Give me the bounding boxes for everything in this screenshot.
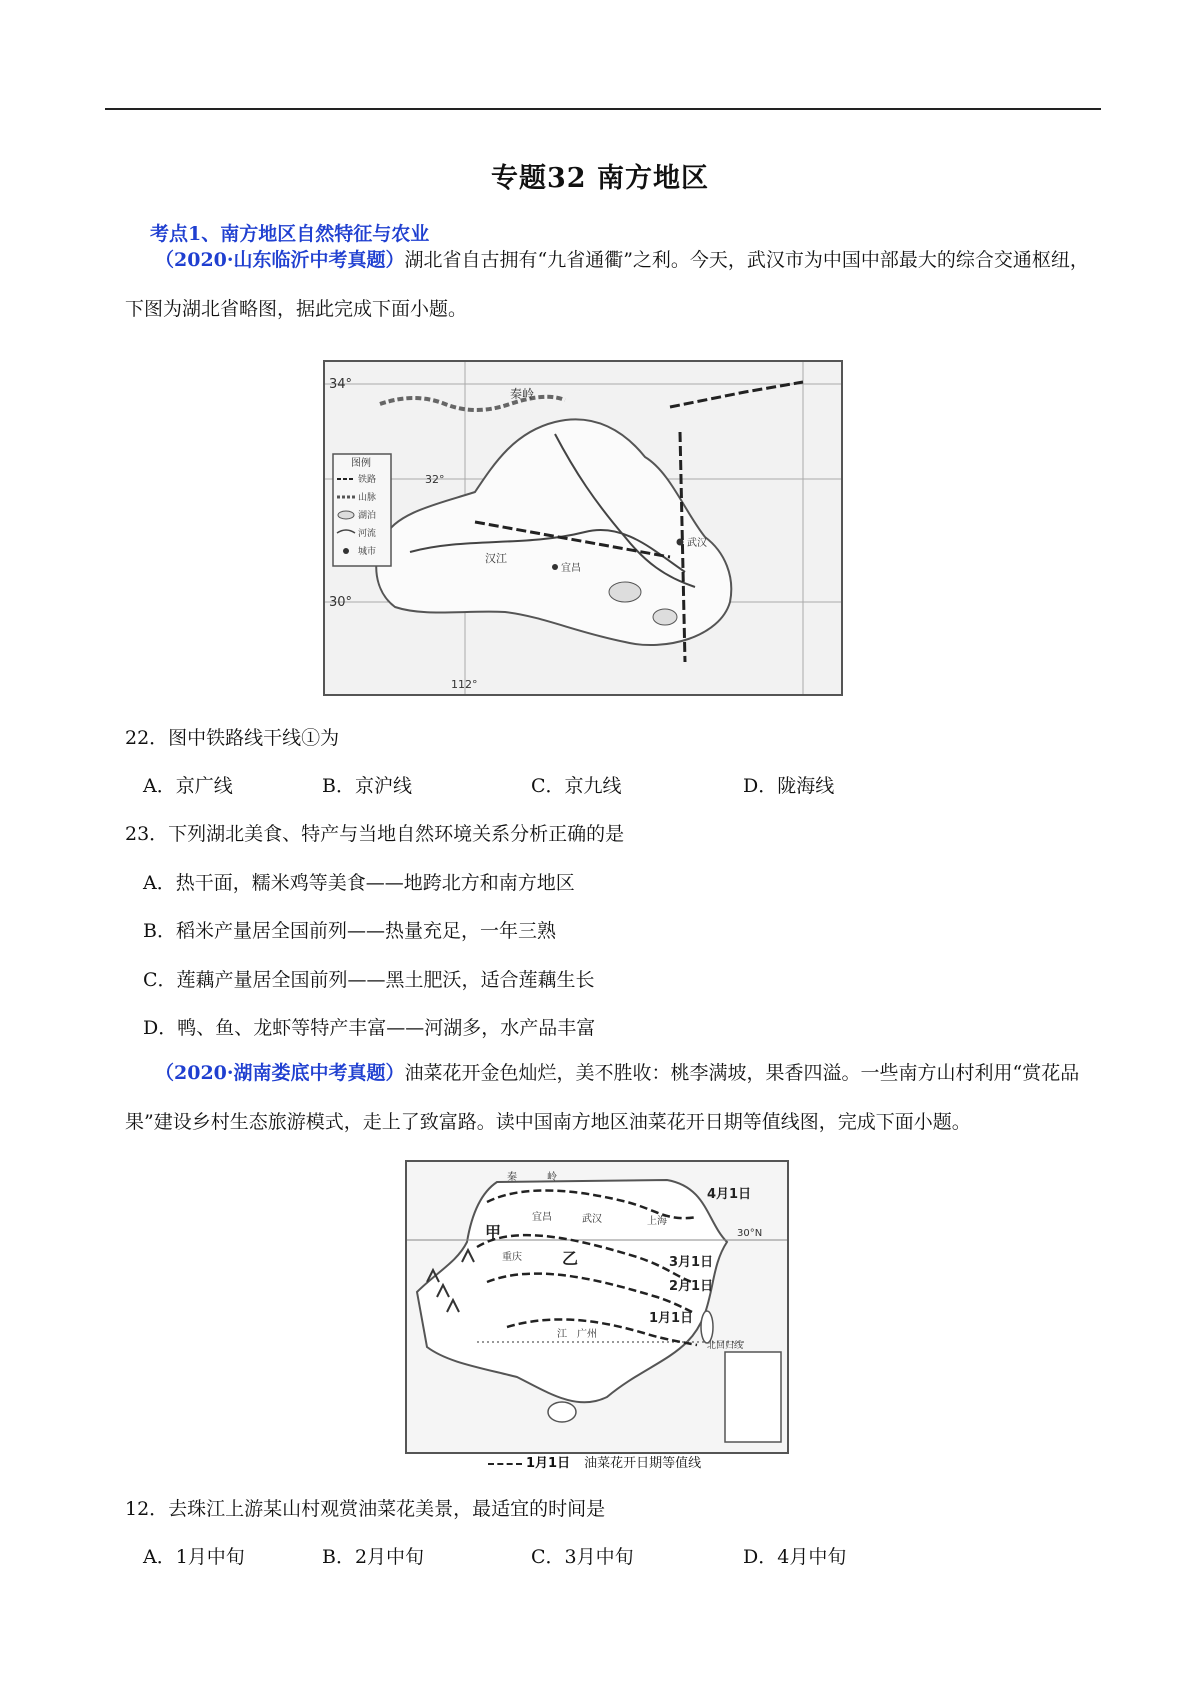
legend-dashed-line	[488, 1463, 522, 1465]
source-citation-1: （2020·山东临沂中考真题）	[155, 249, 405, 271]
place-guangzhou: 广州	[577, 1329, 597, 1340]
lon-label-112: 112°	[451, 678, 478, 691]
header-rule	[105, 108, 1101, 110]
question-22-stem: 22．图中铁路线干线①为	[125, 727, 340, 749]
rapeseed-map-svg	[407, 1162, 787, 1452]
hubei-map-svg	[325, 362, 841, 694]
place-jiang: 江	[557, 1329, 567, 1340]
tropic-label: 北回归线	[707, 1341, 744, 1351]
q23-option-d[interactable]: D．鸭、鱼、龙虾等特产丰富——河湖多，水产品丰富	[143, 1017, 596, 1039]
legend-item-river: 河流	[358, 529, 377, 539]
q23-option-a[interactable]: A．热干面，糯米鸡等美食——地跨北方和南方地区	[143, 872, 575, 894]
source-citation-2: （2020·湖南娄底中考真题）	[155, 1062, 405, 1084]
q12-option-d[interactable]: D．4月中旬	[743, 1546, 847, 1568]
q12-option-c[interactable]: C．3月中旬	[531, 1546, 634, 1568]
intro-text-1: 湖北省自古拥有“九省通衢”之利。今天，武汉市为中国中部最大的综合交通枢纽，下图为湖北省略图，据此完成下面小题。	[125, 249, 1089, 320]
legend-item-lake: 湖泊	[358, 511, 377, 521]
q12-option-b[interactable]: B．2月中旬	[322, 1546, 425, 1568]
intro-paragraph-2	[125, 1049, 1105, 1147]
south-china-sea-inset	[725, 1352, 781, 1442]
city-label-wuhan: 武汉	[687, 538, 707, 549]
question-12-options	[143, 1542, 943, 1569]
legend-sample-label: 1月1日	[526, 1456, 571, 1471]
taiwan-island	[701, 1311, 713, 1343]
place-chongqing: 重庆	[502, 1252, 522, 1263]
lat-label-30: 30°	[329, 595, 353, 610]
city-yichang	[552, 564, 558, 570]
section-heading: 考点1、南方地区自然特征与农业	[150, 223, 430, 245]
q22-option-a[interactable]: A．京广线	[143, 775, 233, 797]
place-jia: 甲	[485, 1223, 502, 1242]
question-22-options	[143, 771, 943, 798]
q23-option-c[interactable]: C．莲藕产量居全国前列——黑土肥沃，适合莲藕生长	[143, 969, 595, 991]
legend-description: 油菜花开日期等值线	[584, 1456, 702, 1471]
place-qin: 秦	[507, 1172, 517, 1183]
intro-paragraph-1	[125, 236, 1105, 334]
map2-legend	[488, 1452, 701, 1471]
place-yichang: 宜昌	[532, 1212, 552, 1223]
place-yi: 乙	[562, 1249, 579, 1268]
isoline-label-feb: 2月1日	[669, 1279, 714, 1294]
isoline-label-mar: 3月1日	[669, 1255, 714, 1270]
isoline-label-jan: 1月1日	[649, 1311, 694, 1326]
hainan-island	[548, 1402, 576, 1422]
place-wuhan: 武汉	[582, 1214, 602, 1225]
q22-option-b[interactable]: B．京沪线	[322, 775, 412, 797]
intro-text-2: 油菜花开金色灿烂，美不胜收：桃李满坡，果香四溢。一些南方山村利用“赏花品果”建设乡村生态旅游模式，走上了致富路。读中国南方地区油菜花开日期等值线图，完成下面小题。	[125, 1062, 1080, 1133]
rapeseed-isoline-map	[405, 1160, 789, 1454]
river-label: 汉江	[485, 552, 507, 565]
legend-item-city: 城市	[358, 547, 377, 557]
question-12-stem: 12．去珠江上游某山村观赏油菜花美景，最适宜的时间是	[125, 1498, 606, 1520]
place-ling: 岭	[547, 1172, 557, 1183]
isoline-label-apr: 4月1日	[707, 1187, 752, 1202]
mountain-label: 秦岭	[510, 387, 535, 401]
lat-label-34: 34°	[329, 377, 353, 392]
q23-option-b[interactable]: B．稻米产量居全国前列——热量充足，一年三熟	[143, 920, 556, 942]
lake-2	[653, 609, 677, 625]
legend-title: 图例	[351, 458, 371, 469]
q12-option-a[interactable]: A．1月中旬	[143, 1546, 245, 1568]
legend-item-railway: 铁路	[358, 475, 377, 485]
hubei-map	[323, 360, 843, 696]
q22-option-d[interactable]: D．陇海线	[743, 775, 835, 797]
legend-item-mountain: 山脉	[358, 493, 377, 503]
page-title: 专题32 南方地区	[491, 163, 709, 194]
q22-option-c[interactable]: C．京九线	[531, 775, 622, 797]
lat-label-30n: 30°N	[737, 1228, 763, 1239]
lat-label-32: 32°	[425, 473, 445, 486]
question-23-stem: 23．下列湖北美食、特产与当地自然环境关系分析正确的是	[125, 823, 625, 845]
city-wuhan	[677, 539, 684, 546]
city-label-yichang: 宜昌	[561, 563, 581, 574]
lake-1	[609, 582, 641, 602]
place-shanghai: 上海	[647, 1216, 667, 1227]
